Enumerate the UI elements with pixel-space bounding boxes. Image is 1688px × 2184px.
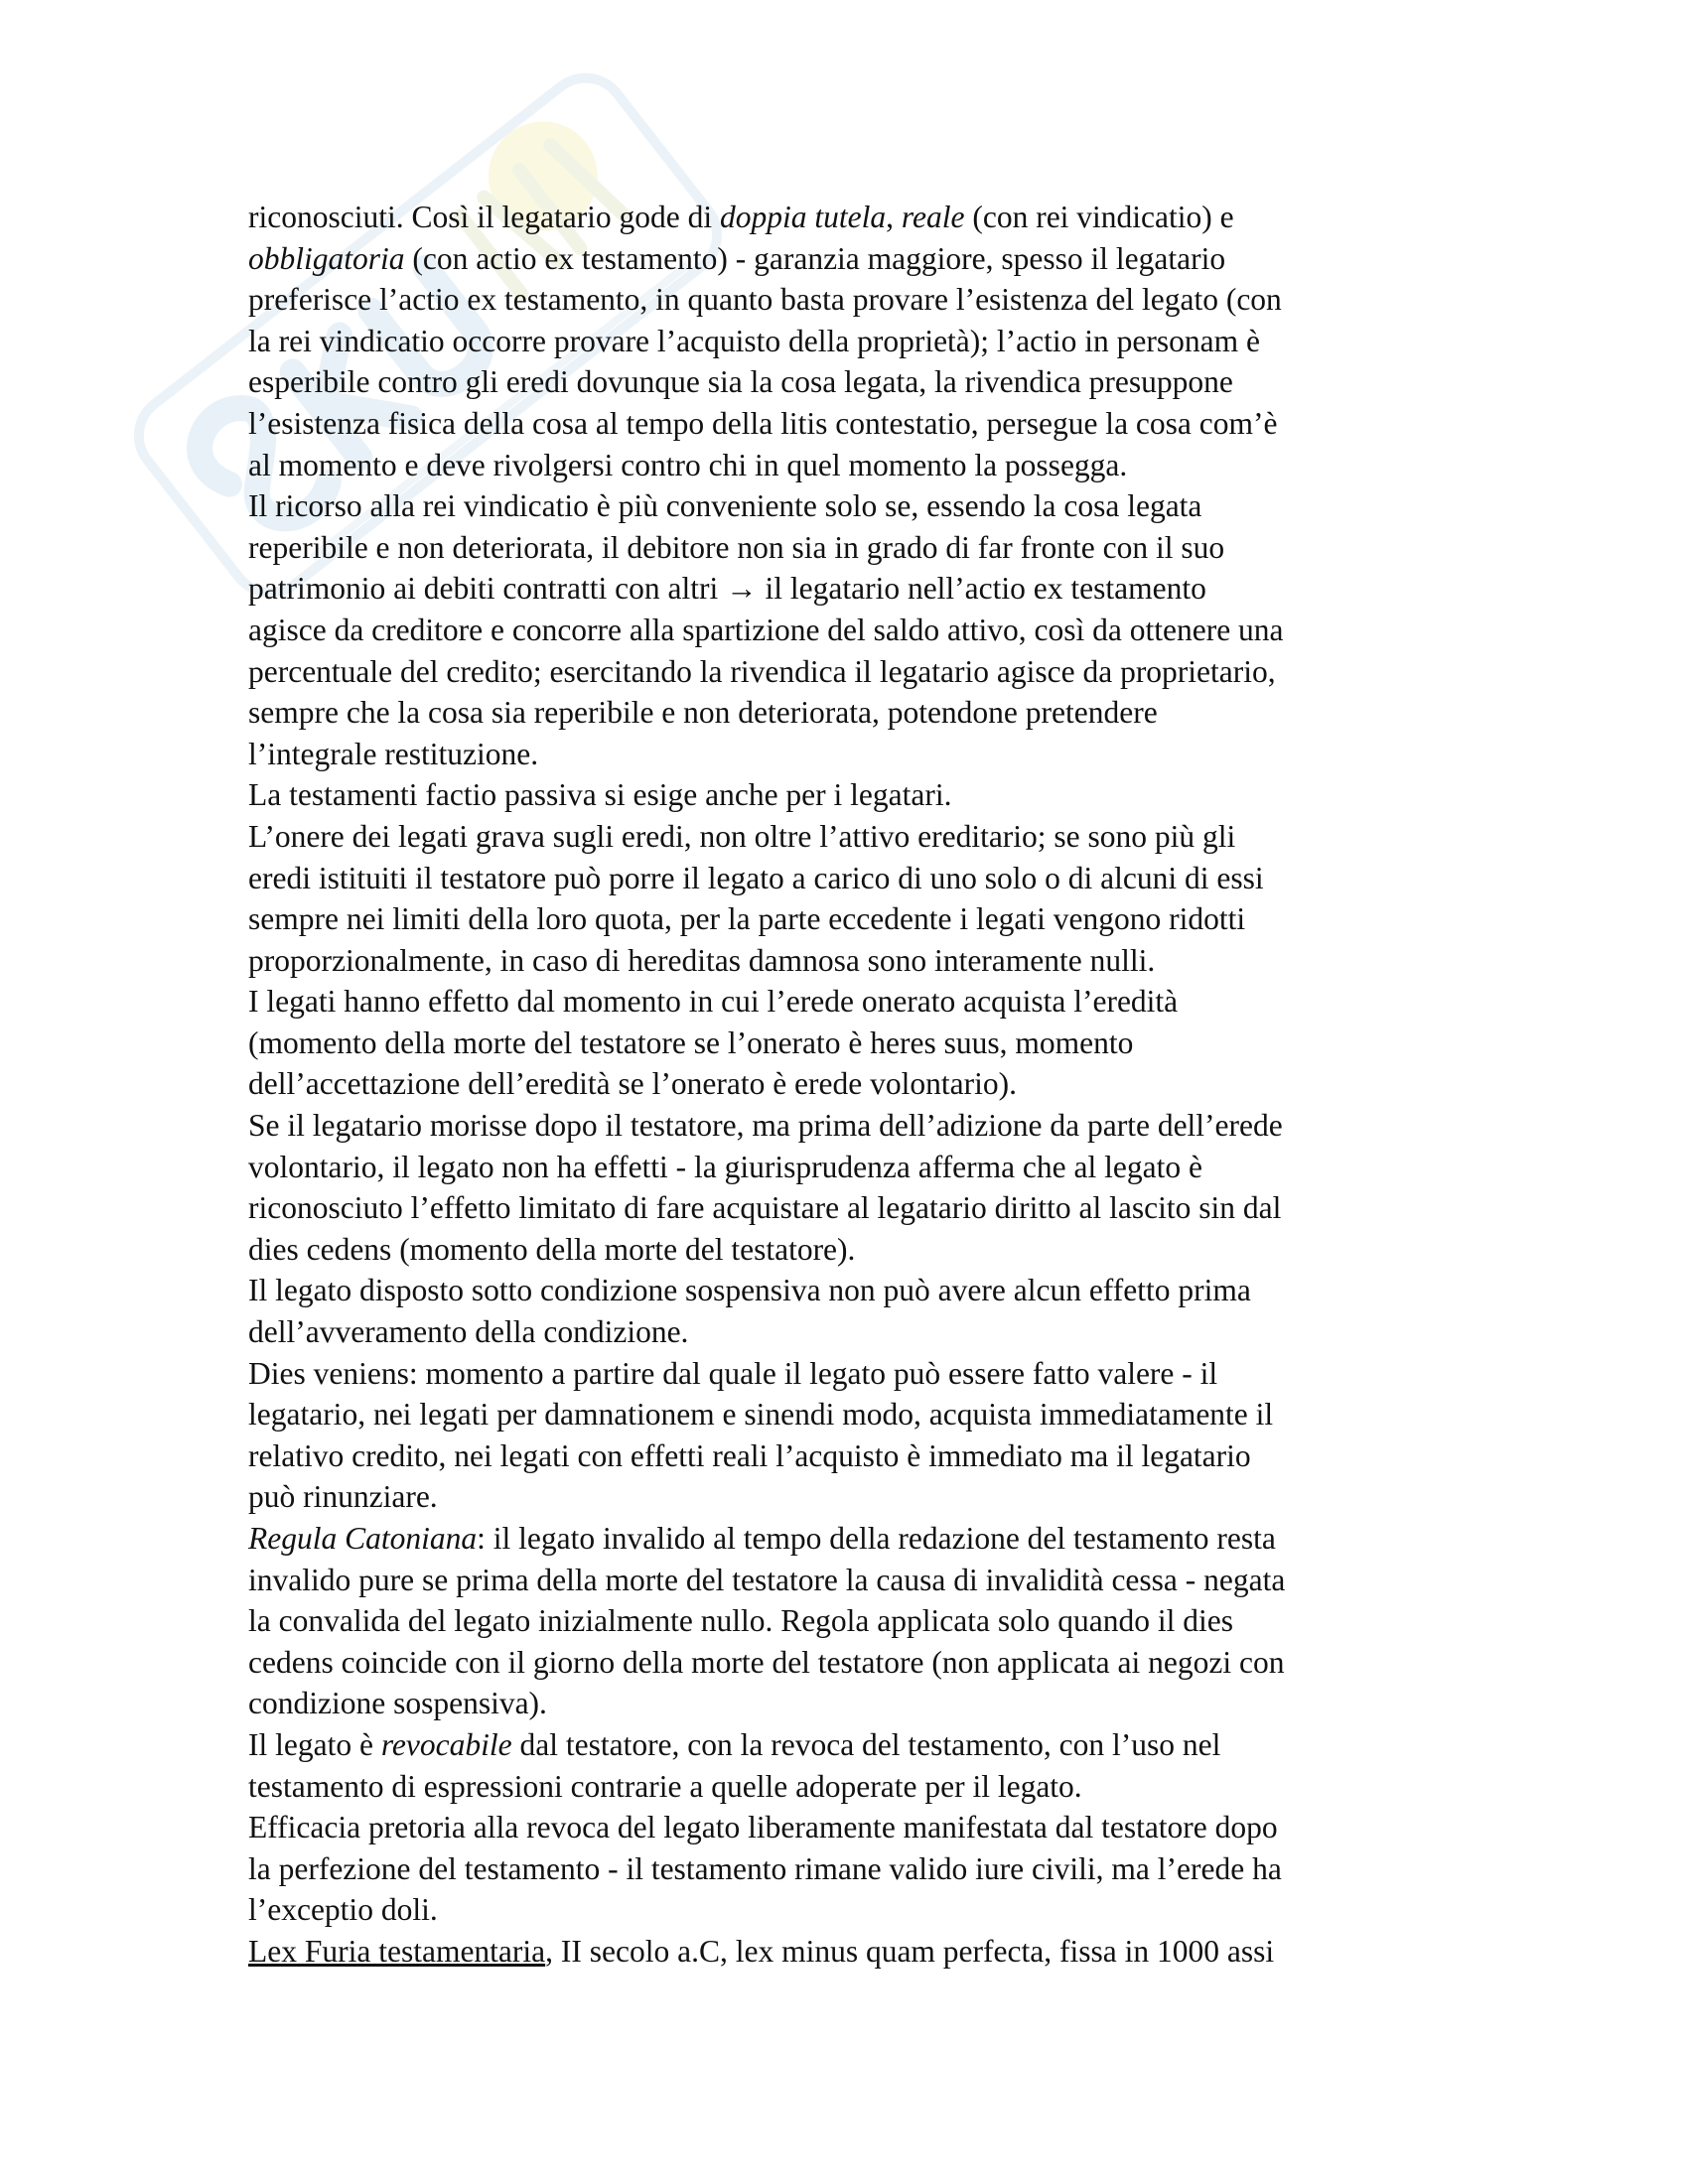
text-line [248, 940, 1440, 982]
text-line [248, 1229, 1440, 1271]
text-segment: Dies veniens: momento a partire dal quale il legato può essere fatto valere - il [248, 1355, 1218, 1391]
text-line [248, 1394, 1440, 1435]
text-segment: riconosciuti. Così il legatario gode di [248, 200, 721, 234]
text-segment: relativo credito, nei legati con effetti reali l’acquisto è immediato ma il legatario [248, 1437, 1251, 1473]
text-line [248, 1931, 1440, 1973]
text-segment: preferisce l’actio ex testamento, in quanto basta provare l’esistenza del legato (con [248, 282, 1282, 318]
text-line [248, 1807, 1440, 1848]
text-line [248, 1848, 1440, 1890]
text-line [248, 403, 1440, 445]
text-line [248, 238, 1440, 280]
text-line [248, 445, 1440, 486]
text-line [248, 568, 1440, 610]
text-segment: testamento di espressioni contrarie a quelle adoperate per il legato. [248, 1768, 1082, 1804]
text-segment: Il ricorso alla rei vindicatio è più conveniente solo se, essendo la cosa legata [248, 488, 1202, 524]
text-segment: legatario, nei legati per damnationem e sinendi modo, acquista immediatamente il [248, 1397, 1274, 1433]
text-segment: percentuale del credito; esercitando la rivendica il legatario agisce da proprietario, [248, 653, 1276, 689]
text-segment: patrimonio ai debiti contratti con altri [248, 571, 727, 607]
text-line [248, 898, 1440, 940]
text-line [248, 1063, 1440, 1105]
text-line [248, 1766, 1440, 1808]
text-segment: dell’avveramento della condizione. [248, 1314, 689, 1350]
text-segment: volontario, il legato non ha effetti - la giurisprudenza afferma che al legato è [248, 1149, 1202, 1184]
text-segment: eredi istituiti il testatore può porre il legato a carico di uno solo o di alcuni di essi [248, 860, 1264, 895]
text-segment: Se il legatario morisse dopo il testatore, ma prima dell’adizione da parte dell’erede [248, 1108, 1283, 1144]
text-line [248, 1560, 1440, 1601]
text-line [248, 361, 1440, 403]
text-segment: la rei vindicatio occorre provare l’acquisto della proprietà); l’actio in personam è [248, 323, 1260, 358]
text-segment: Lex Furia testamentaria [248, 1933, 546, 1969]
text-line [248, 1105, 1440, 1147]
text-line [248, 1683, 1440, 1724]
text-line [248, 1187, 1440, 1229]
text-segment: La testamenti factio passiva si esige anche per i legatari. [248, 777, 952, 813]
text-segment: l’integrale restituzione. [248, 736, 539, 771]
text-segment: sempre che la cosa sia reperibile e non deteriorata, potendone pretendere [248, 695, 1158, 731]
text-segment: agisce da creditore e concorre alla spartizione del saldo attivo, così da ottenere una [248, 612, 1284, 647]
text-line [248, 1889, 1440, 1931]
text-segment: può rinunziare. [248, 1479, 438, 1515]
text-line [248, 610, 1440, 651]
text-segment: (con actio ex testamento) - garanzia maggiore, spesso il legatario [404, 240, 1226, 276]
text-line [248, 858, 1440, 899]
text-segment: revocabile [380, 1726, 512, 1762]
text-line [248, 981, 1440, 1023]
text-segment: sempre nei limiti della loro quota, per la parte eccedente i legati vengono ridotti [248, 901, 1246, 937]
text-segment: cedens coincide con il giorno della morte del testatore (non applicata ai negozi con [248, 1644, 1285, 1680]
text-segment: obbligatoria [248, 240, 405, 276]
text-line [248, 197, 1440, 238]
text-segment: l’esistenza fisica della cosa al tempo della litis contestatio, persegue la cosa com’è [248, 405, 1278, 441]
text-segment: I legati hanno effetto dal momento in cui l’erede onerato acquista l’eredità [248, 984, 1179, 1020]
text-segment: doppia tutela [720, 200, 887, 234]
text-segment: Regula Catoniana [248, 1521, 478, 1556]
text-segment: reperibile e non deteriorata, il debitore non sia in grado di far fronte con il suo [248, 529, 1225, 565]
text-segment: (momento della morte del testatore se l’onerato è heres suus, momento [248, 1024, 1134, 1060]
document-body [248, 197, 1440, 1973]
text-line [248, 1518, 1440, 1560]
text-segment: al momento e deve rivolgersi contro chi in quel momento la possegga. [248, 447, 1128, 482]
text-line [248, 816, 1440, 858]
text-segment: la convalida del legato inizialmente nullo. Regola applicata solo quando il dies [248, 1603, 1233, 1639]
arrow-icon: → [726, 571, 758, 607]
text-segment: invalido pure se prima della morte del testatore la causa di invalidità cessa - negata [248, 1562, 1286, 1597]
text-segment: dell’accettazione dell’eredità se l’onerato è erede volontario). [248, 1066, 1017, 1102]
text-line [248, 1600, 1440, 1642]
text-segment: dies cedens (momento della morte del testatore). [248, 1231, 856, 1267]
text-line [248, 1476, 1440, 1518]
text-line [248, 279, 1440, 321]
text-segment: L’onere dei legati grava sugli eredi, non oltre l’attivo ereditario; se sono più gli [248, 818, 1236, 854]
text-line [248, 527, 1440, 569]
text-line [248, 1642, 1440, 1684]
text-segment: , [886, 200, 902, 234]
text-line [248, 734, 1440, 775]
text-segment: (con rei vindicatio) e [964, 200, 1234, 234]
text-segment: Il legato disposto sotto condizione sospensiva non può avere alcun effetto prima [248, 1273, 1251, 1308]
text-segment: reale [901, 200, 965, 234]
text-line [248, 1270, 1440, 1311]
text-segment: , II secolo a.C, lex minus quam perfecta, fissa in 1000 assi [545, 1933, 1275, 1969]
text-segment: proporzionalmente, in caso di hereditas damnosa sono interamente nulli. [248, 942, 1156, 978]
text-segment: Efficacia pretoria alla revoca del legato liberamente manifestata dal testatore dopo [248, 1810, 1278, 1845]
text-line [248, 1724, 1440, 1766]
text-segment: riconosciuto l’effetto limitato di fare acquistare al legatario diritto al lascito sin dal [248, 1190, 1282, 1226]
text-line [248, 1147, 1440, 1188]
text-line [248, 321, 1440, 362]
text-line [248, 651, 1440, 693]
text-line [248, 1311, 1440, 1353]
text-segment: dal testatore, con la revoca del testamento, con l’uso nel [511, 1726, 1221, 1762]
text-line [248, 1353, 1440, 1395]
text-line [248, 1435, 1440, 1477]
text-segment: esperibile contro gli eredi dovunque sia la cosa legata, la rivendica presuppone [248, 364, 1233, 400]
text-line [248, 692, 1440, 734]
text-segment: il legatario nell’actio ex testamento [757, 571, 1206, 607]
text-segment: : il legato invalido al tempo della redazione del testamento resta [477, 1521, 1276, 1556]
text-segment: condizione sospensiva). [248, 1686, 547, 1721]
text-line [248, 1023, 1440, 1064]
text-segment: la perfezione del testamento - il testamento rimane valido iure civili, ma l’erede ha [248, 1850, 1282, 1886]
text-segment: l’exceptio doli. [248, 1892, 438, 1928]
text-segment: Il legato è [248, 1726, 381, 1762]
text-line [248, 485, 1440, 527]
text-line [248, 774, 1440, 816]
